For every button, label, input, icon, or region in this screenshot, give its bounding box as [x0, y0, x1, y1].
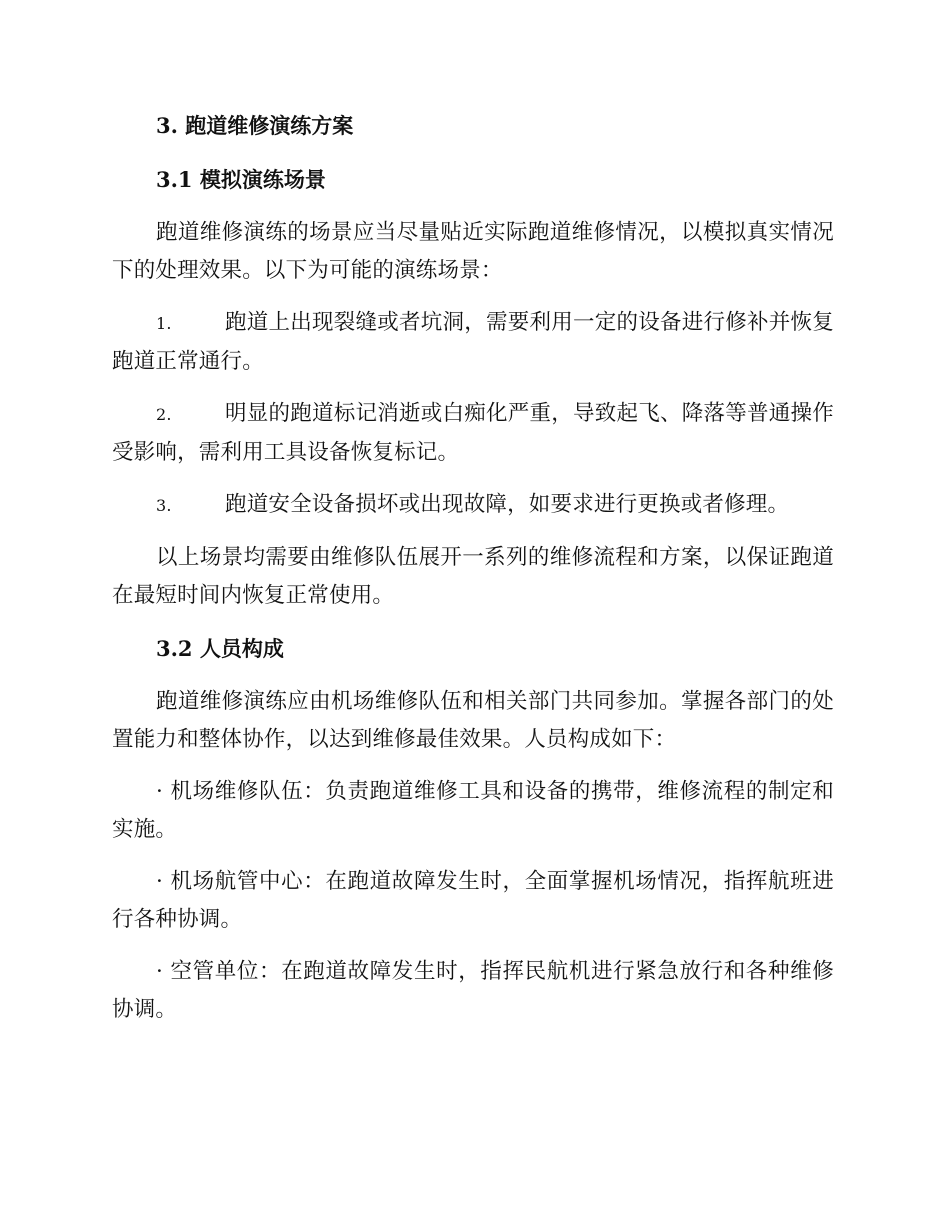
section-3-1-intro: 跑道维修演练的场景应当尽量贴近实际跑道维修情况，以模拟真实情况下的处理效果。以下为可能的演练场景：	[112, 220, 834, 283]
document-content	[112, 106, 834, 1029]
scenario-item-2	[112, 395, 834, 472]
section-3-1-outro: 以上场景均需要由维修队伍展开一系列的维修流程和方案，以保证跑道在最短时间内恢复正常使用。	[112, 545, 834, 608]
personnel-bullet-1: · 机场维修队伍：负责跑道维修工具和设备的携带，维修流程的制定和实施。	[112, 779, 834, 842]
scenario-number-3: 3.	[156, 496, 172, 515]
personnel-bullet-2: · 机场航管中心：在跑道故障发生时，全面掌握机场情况，指挥航班进行各种协调。	[112, 869, 834, 932]
scenario-item-1	[112, 304, 834, 381]
scenario-number-2: 2.	[156, 405, 172, 424]
section-3-heading: 3. 跑道维修演练方案	[156, 113, 354, 138]
scenario-text-3: 跑道安全设备损坏或出现故障，如要求进行更换或者修理。	[225, 492, 790, 517]
section-3-2-heading: 3.2 人员构成	[156, 636, 284, 661]
scenario-item-3	[112, 486, 834, 525]
scenario-number-1: 1.	[156, 314, 172, 333]
section-3-1-heading: 3.1 模拟演练场景	[156, 167, 326, 192]
scenario-text-2: 明显的跑道标记消逝或白痴化严重，导致起飞、降落等普通操作受影响，需利用工具设备恢复标记。	[112, 401, 834, 465]
section-3-2-intro: 跑道维修演练应由机场维修队伍和相关部门共同参加。掌握各部门的处置能力和整体协作，以达到维修最佳效果。人员构成如下：	[112, 689, 834, 752]
personnel-bullet-3: · 空管单位：在跑道故障发生时，指挥民航机进行紧急放行和各种维修协调。	[112, 959, 834, 1022]
scenario-text-1: 跑道上出现裂缝或者坑洞，需要利用一定的设备进行修补并恢复跑道正常通行。	[112, 310, 834, 374]
